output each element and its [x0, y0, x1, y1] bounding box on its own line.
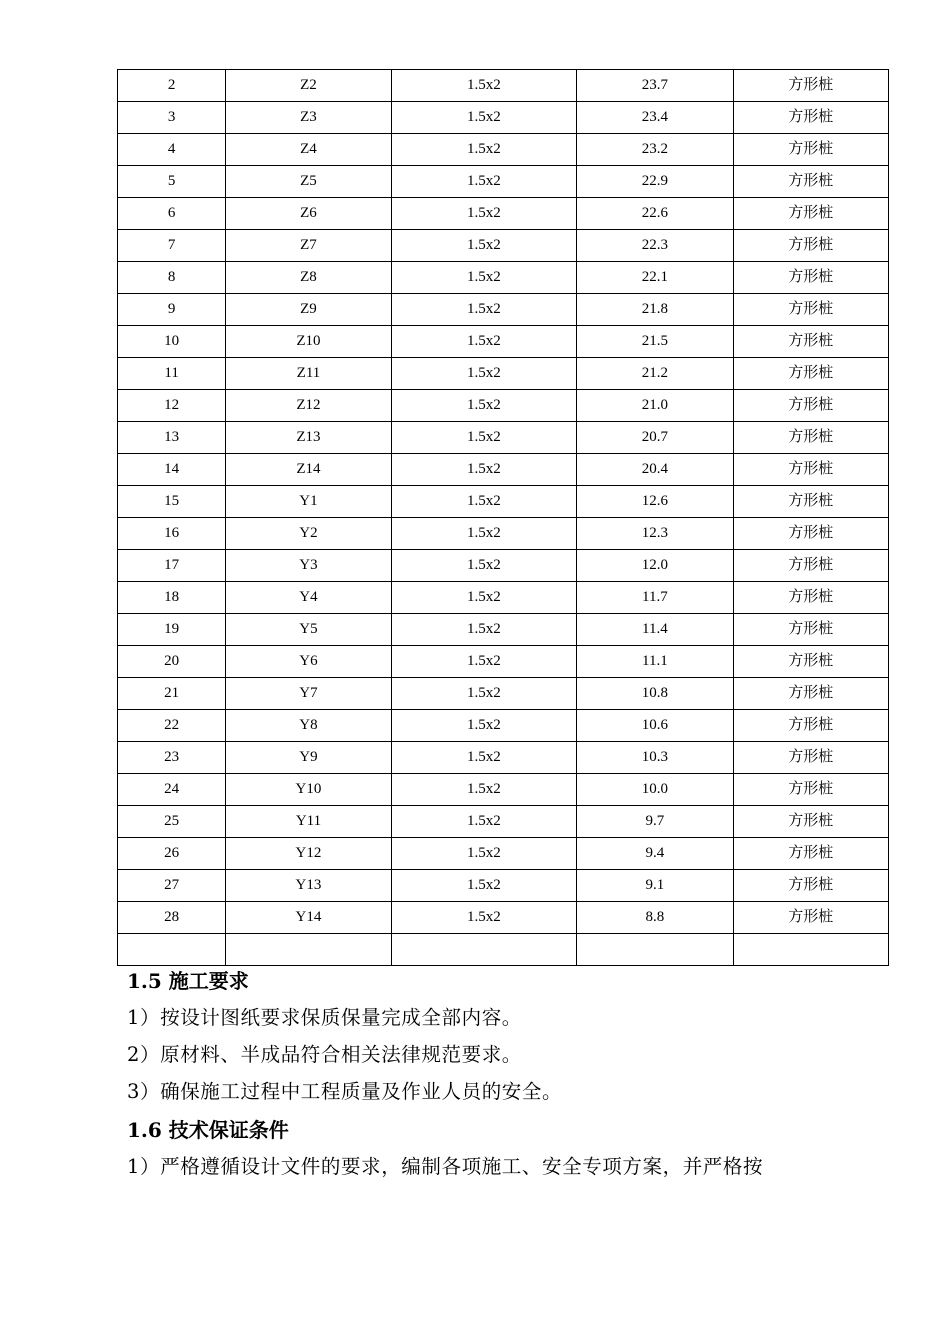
table-cell: 24 — [118, 774, 226, 806]
table-cell: 23 — [118, 742, 226, 774]
table-cell: 9.7 — [577, 806, 733, 838]
table-cell: 1.5x2 — [391, 582, 576, 614]
table-cell: 方形桩 — [733, 358, 888, 390]
table-cell: 7 — [118, 230, 226, 262]
table-cell: 1.5x2 — [391, 198, 576, 230]
table-row — [118, 678, 889, 710]
table-cell: 方形桩 — [733, 678, 888, 710]
table-cell: 1.5x2 — [391, 358, 576, 390]
table-cell: 方形桩 — [733, 262, 888, 294]
table-row — [118, 102, 889, 134]
table-cell: 21.8 — [577, 294, 733, 326]
table-row — [118, 518, 889, 550]
section-1-6-item-1: 1）严格遵循设计文件的要求，编制各项施工、安全专项方案，并严格按 — [127, 1155, 764, 1178]
table-cell: 14 — [118, 454, 226, 486]
table-cell: 1.5x2 — [391, 294, 576, 326]
table-cell: 方形桩 — [733, 422, 888, 454]
table-cell: 20.7 — [577, 422, 733, 454]
table-cell: 27 — [118, 870, 226, 902]
table-cell: 11.1 — [577, 646, 733, 678]
table-cell: 1.5x2 — [391, 614, 576, 646]
table-cell: 10.8 — [577, 678, 733, 710]
table-cell: 21.2 — [577, 358, 733, 390]
table-cell: 22.1 — [577, 262, 733, 294]
pile-table-body — [118, 70, 889, 966]
table-cell: 4 — [118, 134, 226, 166]
table-cell: 方形桩 — [733, 710, 888, 742]
table-cell: Y14 — [226, 902, 391, 934]
section-1-5-item-1: 1）按设计图纸要求保质保量完成全部内容。 — [127, 1006, 522, 1029]
table-cell — [391, 934, 576, 966]
table-row — [118, 70, 889, 102]
table-cell: 1.5x2 — [391, 902, 576, 934]
table-cell: Y11 — [226, 806, 391, 838]
table-cell: Y5 — [226, 614, 391, 646]
section-1-5-item-2: 2）原材料、半成品符合相关法律规范要求。 — [127, 1043, 522, 1066]
table-cell: 1.5x2 — [391, 486, 576, 518]
table-row — [118, 230, 889, 262]
table-cell: 21.5 — [577, 326, 733, 358]
table-row — [118, 198, 889, 230]
table-cell: Y10 — [226, 774, 391, 806]
table-cell — [577, 934, 733, 966]
table-cell: 10.6 — [577, 710, 733, 742]
table-cell: Y6 — [226, 646, 391, 678]
table-cell: 方形桩 — [733, 230, 888, 262]
table-cell: 方形桩 — [733, 806, 888, 838]
table-cell: 1.5x2 — [391, 134, 576, 166]
table-cell: 22.9 — [577, 166, 733, 198]
table-cell: 21 — [118, 678, 226, 710]
table-cell: 25 — [118, 806, 226, 838]
table-cell: 1.5x2 — [391, 262, 576, 294]
table-cell: 方形桩 — [733, 870, 888, 902]
table-cell: Z10 — [226, 326, 391, 358]
table-row — [118, 870, 889, 902]
table-cell: 8.8 — [577, 902, 733, 934]
table-cell: Z9 — [226, 294, 391, 326]
table-cell: Z14 — [226, 454, 391, 486]
table-cell: 2 — [118, 70, 226, 102]
table-cell: 9.1 — [577, 870, 733, 902]
table-cell: 方形桩 — [733, 102, 888, 134]
table-cell: 3 — [118, 102, 226, 134]
table-cell: 10.0 — [577, 774, 733, 806]
table-cell: Y12 — [226, 838, 391, 870]
table-cell: 22 — [118, 710, 226, 742]
table-cell: Z4 — [226, 134, 391, 166]
table-cell: 22.6 — [577, 198, 733, 230]
table-cell — [226, 934, 391, 966]
table-cell: 12.6 — [577, 486, 733, 518]
table-cell: 1.5x2 — [391, 870, 576, 902]
table-cell: 方形桩 — [733, 454, 888, 486]
table-row — [118, 358, 889, 390]
table-row — [118, 710, 889, 742]
table-cell: 方形桩 — [733, 614, 888, 646]
table-cell: 方形桩 — [733, 166, 888, 198]
section-1-6-heading: 1.6 技术保证条件 — [127, 1118, 289, 1142]
table-cell: 17 — [118, 550, 226, 582]
table-cell: 6 — [118, 198, 226, 230]
table-cell: 5 — [118, 166, 226, 198]
table-cell: 1.5x2 — [391, 550, 576, 582]
table-row — [118, 134, 889, 166]
table-cell: Y1 — [226, 486, 391, 518]
table-cell: 1.5x2 — [391, 518, 576, 550]
table-cell: 方形桩 — [733, 902, 888, 934]
table-row — [118, 166, 889, 198]
table-cell: 26 — [118, 838, 226, 870]
table-cell: Z5 — [226, 166, 391, 198]
table-cell: Z6 — [226, 198, 391, 230]
table-cell: 8 — [118, 262, 226, 294]
table-cell: 1.5x2 — [391, 774, 576, 806]
table-cell: 12 — [118, 390, 226, 422]
table-cell: Y13 — [226, 870, 391, 902]
table-cell: Z8 — [226, 262, 391, 294]
pile-table — [117, 69, 889, 966]
table-cell: 1.5x2 — [391, 422, 576, 454]
table-cell: 1.5x2 — [391, 678, 576, 710]
table-row — [118, 614, 889, 646]
table-cell: 20 — [118, 646, 226, 678]
table-row — [118, 550, 889, 582]
table-row — [118, 934, 889, 966]
table-cell: 方形桩 — [733, 70, 888, 102]
table-row — [118, 262, 889, 294]
table-cell: 1.5x2 — [391, 390, 576, 422]
table-row — [118, 390, 889, 422]
table-cell: 1.5x2 — [391, 806, 576, 838]
table-cell: 方形桩 — [733, 742, 888, 774]
table-cell: 18 — [118, 582, 226, 614]
table-cell: 方形桩 — [733, 774, 888, 806]
table-cell: 9.4 — [577, 838, 733, 870]
table-cell: 方形桩 — [733, 838, 888, 870]
table-cell: 1.5x2 — [391, 102, 576, 134]
table-cell: 方形桩 — [733, 390, 888, 422]
table-cell: 23.7 — [577, 70, 733, 102]
table-cell: 方形桩 — [733, 646, 888, 678]
table-cell: 方形桩 — [733, 518, 888, 550]
table-cell: 13 — [118, 422, 226, 454]
table-cell: 1.5x2 — [391, 710, 576, 742]
table-cell: 方形桩 — [733, 134, 888, 166]
section-1-5-item-3: 3）确保施工过程中工程质量及作业人员的安全。 — [127, 1080, 563, 1103]
table-cell: 方形桩 — [733, 326, 888, 358]
table-cell: Y4 — [226, 582, 391, 614]
table-row — [118, 454, 889, 486]
table-cell: 16 — [118, 518, 226, 550]
table-cell: 15 — [118, 486, 226, 518]
table-cell: Z11 — [226, 358, 391, 390]
table-cell: 22.3 — [577, 230, 733, 262]
table-row — [118, 422, 889, 454]
table-row — [118, 838, 889, 870]
table-cell: 11 — [118, 358, 226, 390]
table-cell: Y9 — [226, 742, 391, 774]
table-cell: 20.4 — [577, 454, 733, 486]
table-cell: 方形桩 — [733, 582, 888, 614]
table-row — [118, 742, 889, 774]
table-cell: 19 — [118, 614, 226, 646]
table-cell: 23.4 — [577, 102, 733, 134]
table-cell: Y2 — [226, 518, 391, 550]
table-cell: Y7 — [226, 678, 391, 710]
table-cell — [118, 934, 226, 966]
table-row — [118, 326, 889, 358]
table-cell: 10 — [118, 326, 226, 358]
table-cell: 1.5x2 — [391, 326, 576, 358]
table-cell: 1.5x2 — [391, 166, 576, 198]
table-cell: Z2 — [226, 70, 391, 102]
table-cell: 1.5x2 — [391, 838, 576, 870]
table-row — [118, 486, 889, 518]
table-cell: 21.0 — [577, 390, 733, 422]
table-cell: 23.2 — [577, 134, 733, 166]
table-row — [118, 582, 889, 614]
table-cell: Y3 — [226, 550, 391, 582]
section-1-5-heading: 1.5 施工要求 — [127, 969, 249, 993]
table-cell: 12.3 — [577, 518, 733, 550]
table-cell: Y8 — [226, 710, 391, 742]
table-cell: Z12 — [226, 390, 391, 422]
table-cell: 28 — [118, 902, 226, 934]
table-row — [118, 294, 889, 326]
table-cell: 1.5x2 — [391, 742, 576, 774]
table-cell: 11.4 — [577, 614, 733, 646]
table-row — [118, 774, 889, 806]
table-cell: 方形桩 — [733, 550, 888, 582]
table-cell: 方形桩 — [733, 486, 888, 518]
table-cell: 9 — [118, 294, 226, 326]
table-cell: 11.7 — [577, 582, 733, 614]
table-cell: Z13 — [226, 422, 391, 454]
table-cell: 1.5x2 — [391, 646, 576, 678]
table-cell: 方形桩 — [733, 198, 888, 230]
table-cell: 1.5x2 — [391, 230, 576, 262]
table-cell: Z3 — [226, 102, 391, 134]
table-cell: 10.3 — [577, 742, 733, 774]
table-row — [118, 646, 889, 678]
table-cell: 1.5x2 — [391, 70, 576, 102]
table-cell: 方形桩 — [733, 294, 888, 326]
table-cell — [733, 934, 888, 966]
table-cell: 1.5x2 — [391, 454, 576, 486]
table-cell: Z7 — [226, 230, 391, 262]
table-row — [118, 806, 889, 838]
table-cell: 12.0 — [577, 550, 733, 582]
table-row — [118, 902, 889, 934]
